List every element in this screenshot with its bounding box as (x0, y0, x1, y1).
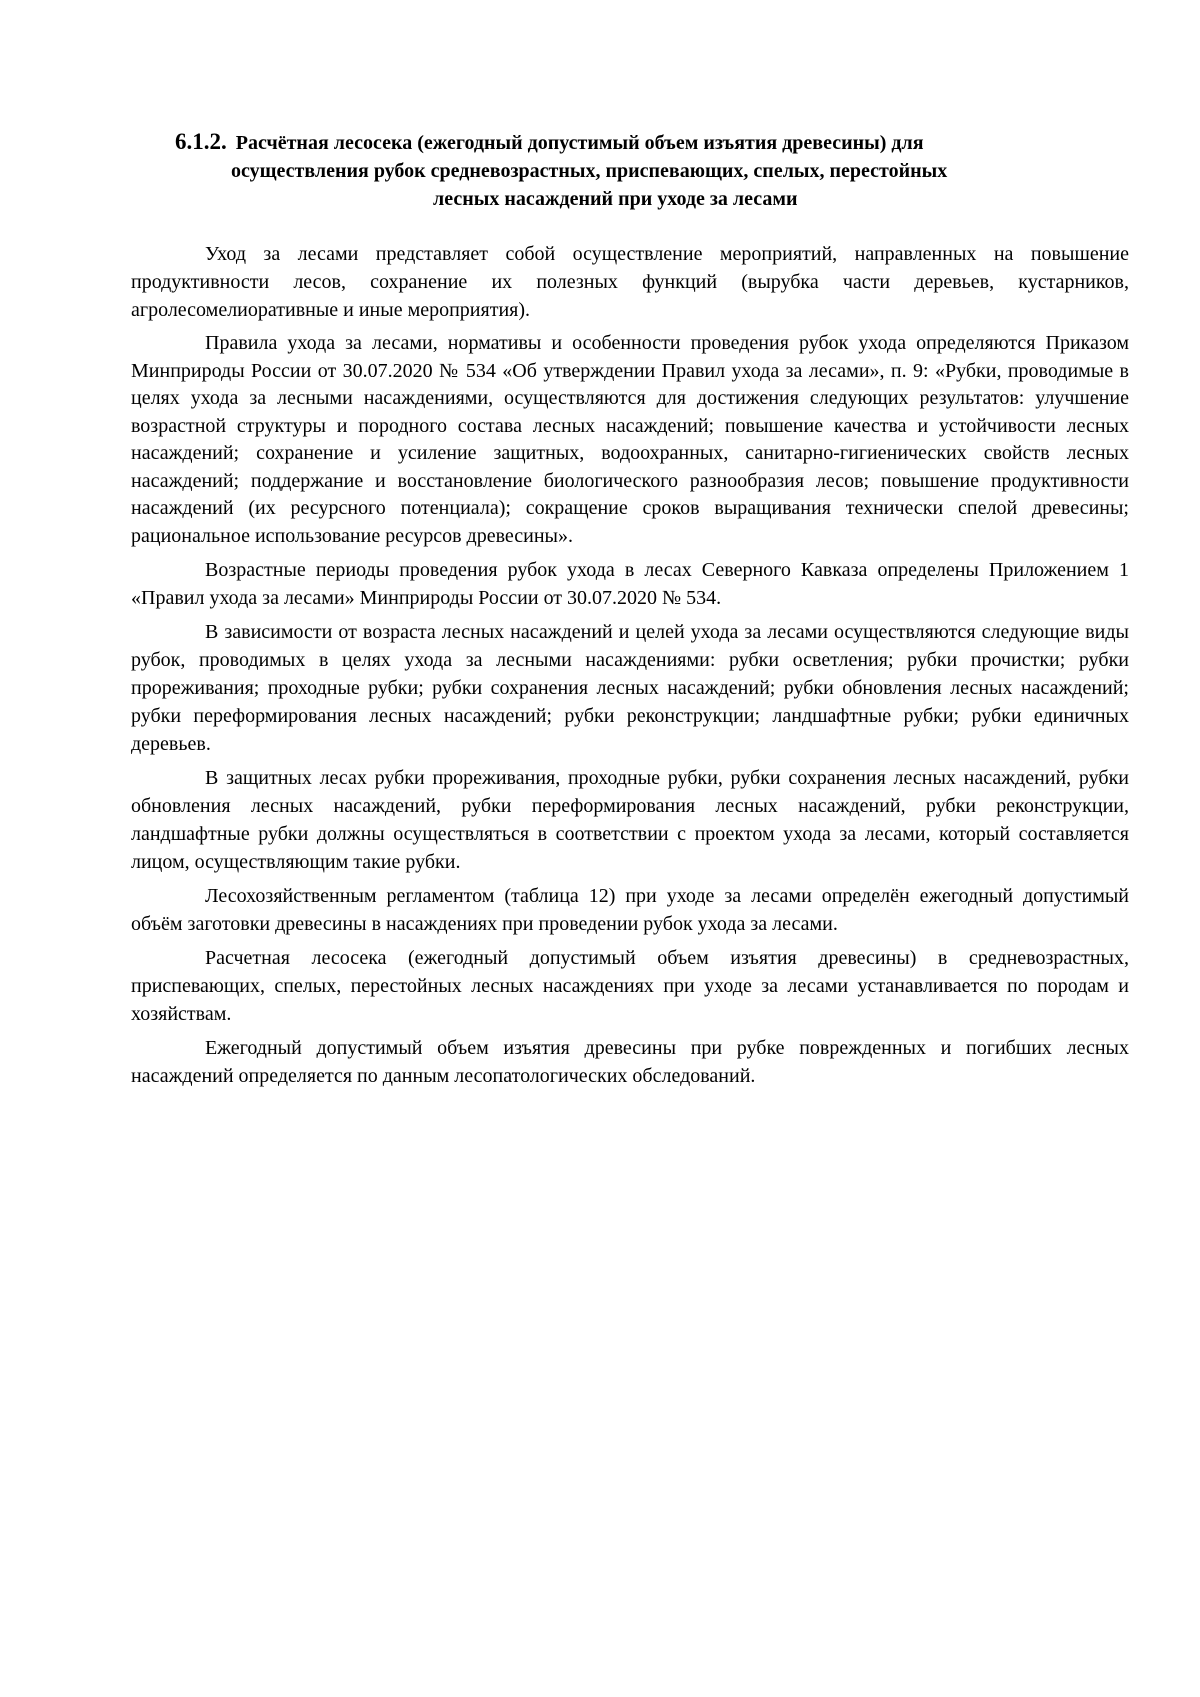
heading-line-1 (175, 128, 1135, 157)
paragraph-protective-forests: В защитных лесах рубки прореживания, проходные рубки, рубки сохранения лесных насаждений, рубки обновления лесных насаждений, рубки переформирования лесных насаждений, рубки реконструкции, ландшафтные рубки должны осуществляться в соответствии с проектом ухода за лесами, который составляется лицом, осуществляющим такие рубки. (131, 767, 1129, 873)
paragraph-allowable-cut: Расчетная лесосека (ежегодный допустимый объем изъятия древесины) в средневозрастных, приспевающих, спелых, перестойных лесных насаждениях при уходе за лесами устанавливается по породам и хозяйствам. (131, 947, 1129, 1025)
heading-text-1: Расчётная лесосека (ежегодный допустимый объем изъятия древесины) для (235, 132, 924, 154)
paragraph-damaged-stands: Ежегодный допустимый объем изъятия древесины при рубке поврежденных и погибших лесных насаждений определяется по данным лесопатологических обследований. (131, 1037, 1129, 1087)
paragraph-forestry-regulation: Лесохозяйственным регламентом (таблица 12) при уходе за лесами определён ежегодный допустимый объём заготовки древесины в насаждениях при проведении рубок ухода за лесами. (131, 885, 1129, 935)
paragraph-forest-care-definition: Уход за лесами представляет собой осуществление мероприятий, направленных на повышение продуктивности лесов, сохранение их полезных функций (вырубка части деревьев, кустарников, агролесомелиоративные и иные мероприятия). (131, 243, 1129, 321)
section-heading (175, 128, 1135, 213)
paragraph-age-periods: Возрастные периоды проведения рубок ухода в лесах Северного Кавказа определены Приложением 1 «Правил ухода за лесами» Минприроды России от 30.07.2020 № 534. (131, 559, 1129, 609)
body-text (131, 240, 1129, 1096)
paragraph-cutting-types: В зависимости от возраста лесных насаждений и целей ухода за лесами осуществляются следующие виды рубок, проводимых в целях ухода за лесными насаждениями: рубки осветления; рубки прочистки; рубки прореживания; проходные рубки; рубки сохранения лесных насаждений; рубки обновления лесных насаждений; рубки переформирования лесных насаждений; рубки реконструкции; ландшафтные рубки; рубки единичных деревьев. (131, 621, 1129, 755)
paragraph-care-rules: Правила ухода за лесами, нормативы и особенности проведения рубок ухода определяются Приказом Минприроды России от 30.07.2020 № 534 «Об утверждении Правил ухода за лесами», п. 9: «Рубки, проводимые в целях ухода за лесными насаждениями, осуществляются для достижения следующих результатов: улучшение возрастной структуры и породного состава лесных насаждений; повышение качества и устойчивости лесных насаждений; сохранение и усиление защитных, водоохранных, санитарно-гигиенических свойств лесных насаждений; поддержание и восстановление биологического разнообразия лесов; повышение продуктивности насаждений (их ресурсного потенциала); сокращение сроков выращивания технически спелой древесины; рациональное использование ресурсов древесины». (131, 332, 1129, 547)
section-number: 6.1.2. (175, 129, 227, 154)
heading-line-2: осуществления рубок средневозрастных, приспевающих, спелых, перестойных (231, 160, 948, 182)
heading-line-3: лесных насаждений при уходе за лесами (433, 188, 798, 210)
